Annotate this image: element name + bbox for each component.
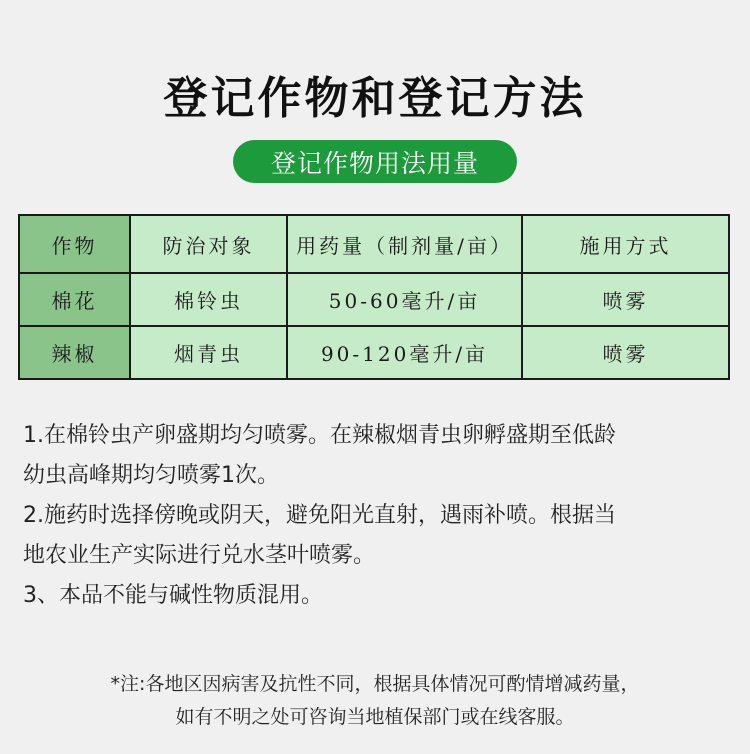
- header-crop: 作物: [19, 215, 130, 273]
- footnote-line: 如有不明之处可咨询当地植保部门或在线客服。: [175, 706, 575, 728]
- header-target: 防治对象: [130, 215, 287, 273]
- table-row: [19, 326, 729, 379]
- cell-crop: 棉花: [19, 273, 130, 326]
- cell-method: 喷雾: [522, 273, 729, 326]
- page-title: 登记作物和登记方法: [163, 73, 587, 124]
- usage-notes: [23, 416, 733, 616]
- cell-target: 棉铃虫: [130, 273, 287, 326]
- note-line: 1.在棉铃虫产卵盛期均匀喷雾。在辣椒烟青虫卵孵盛期至低龄: [23, 423, 616, 448]
- cell-dosage: 50-60毫升/亩: [287, 273, 522, 326]
- cell-target: 烟青虫: [130, 326, 287, 379]
- cell-dosage: 90-120毫升/亩: [287, 326, 522, 379]
- footnote: [0, 668, 750, 734]
- registration-table: [18, 214, 730, 380]
- note-line: 2.施药时选择傍晚或阴天，避免阳光直射，遇雨补喷。根据当: [23, 503, 616, 528]
- table-header-row: [19, 215, 729, 273]
- header-method: 施用方式: [522, 215, 729, 273]
- section-pill-label: 登记作物用法用量: [270, 148, 479, 178]
- note-line: 地农业生产实际进行兑水茎叶喷雾。: [23, 543, 376, 568]
- cell-method: 喷雾: [522, 326, 729, 379]
- footnote-line: *注:各地区因病害及抗性不同，根据具体情况可酌情增减药量，: [110, 673, 640, 695]
- cell-crop: 辣椒: [19, 326, 130, 379]
- header-dosage: 用药量（制剂量/亩）: [287, 215, 522, 273]
- note-line: 3、本品不能与碱性物质混用。: [23, 583, 323, 608]
- section-pill: [233, 140, 517, 183]
- note-line: 幼虫高峰期均匀喷雾1次。: [23, 463, 279, 488]
- table-row: [19, 273, 729, 326]
